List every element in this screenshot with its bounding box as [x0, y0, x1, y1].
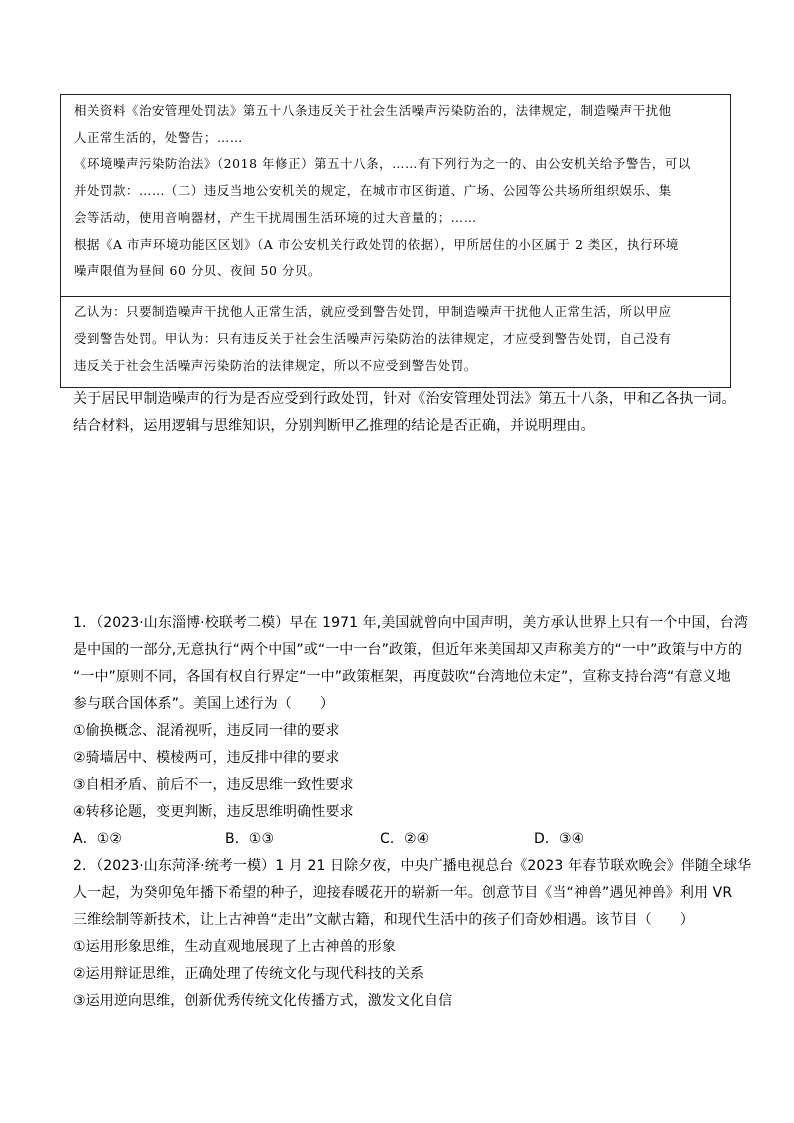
question-1-item: ①偷换概念、混淆视听，违反同一律的要求	[73, 723, 340, 739]
question-1-stem: 1．（2023·山东淄博·校联考二模）早在 1971 年,美国就曾向中国声明，美方承认世界上只有一个中国，台湾	[73, 615, 748, 631]
option-b[interactable]: B．①③	[225, 831, 275, 847]
question-1-stem: 参与联合国体系”。美国上述行为（ ）	[73, 696, 335, 712]
material-line: 根据《A 市声环境功能区区划》（A 市公安机关行政处罚的依据），甲所居住的小区属于 2 类区，执行环境	[74, 237, 679, 252]
box-divider	[61, 296, 730, 297]
material-line: 噪声限值为昼间 60 分贝、夜间 50 分贝。	[74, 263, 321, 278]
material-line: 《环境噪声污染防治法》（2018 年修正）第五十八条，……有下列行为之一的、由公安机关给予警告，可以	[74, 156, 691, 171]
material-line: 人正常生活的，处警告；……	[74, 130, 243, 145]
prompt-line: 结合材料，运用逻辑与思维知识，分别判断甲乙推理的结论是否正确，并说明理由。	[73, 418, 595, 434]
question-2-item: ①运用形象思维，生动直观地展现了上古神兽的形象	[73, 939, 396, 955]
question-2-item: ②运用辩证思维，正确处理了传统文化与现代科技的关系	[73, 966, 425, 982]
material-line: 会等活动，使用音响器材，产生干扰周围生活环境的过大音量的；……	[74, 210, 477, 225]
material-line: 乙认为：只要制造噪声干扰他人正常生活，就应受到警告处罚，甲制造噪声干扰他人正常生活，所以甲应	[74, 304, 672, 319]
material-line: 受到警告处罚。甲认为：只有违反关于社会生活噪声污染防治的法律规定，才应受到警告处罚，自己没有	[74, 331, 672, 346]
option-c[interactable]: C．②④	[380, 831, 430, 847]
question-1-item: ③自相矛盾、前后不一，违反思维一致性要求	[73, 777, 354, 793]
question-2-item: ③运用逆向思维，创新优秀传统文化传播方式，激发文化自信	[73, 993, 453, 1009]
option-d[interactable]: D．③④	[534, 831, 585, 847]
material-line: 违反关于社会生活噪声污染防治的法律规定，所以不应受到警告处罚。	[74, 358, 477, 373]
question-2-stem: 人一起，为癸卯兔年播下希望的种子，迎接春暖花开的崭新一年。创意节目《当“神兽”遇见神兽》利用 VR	[73, 885, 733, 901]
option-a[interactable]: A．①②	[73, 831, 123, 847]
material-box	[60, 94, 731, 388]
question-1-item: ④转移论题，变更判断，违反思维明确性要求	[73, 804, 354, 820]
question-1-item: ②骑墙居中、模棱两可，违反排中律的要求	[73, 750, 340, 766]
material-line: 并处罚款：……（二）违反当地公安机关的规定，在城市市区街道、广场、公园等公共场所组织娱乐、集	[74, 183, 672, 198]
material-line: 相关资料《治安管理处罚法》第五十八条违反关于社会生活噪声污染防治的，法律规定，制造噪声干扰他	[74, 103, 672, 118]
question-2-stem: 三维绘制等新技术，让上古神兽“走出”文献古籍，和现代生活中的孩子们奇妙相遇。该节目（ ）	[73, 912, 695, 928]
question-2-stem: 2．（2023·山东菏泽·统考一模）1 月 21 日除夕夜，中央广播电视总台《2023 年春节联欢晚会》伴随全球华	[73, 858, 752, 874]
question-1-stem: “一中”原则不同，各国有权自行界定“一中”政策框架，再度鼓吹“台湾地位未定”，宣称支持台湾“有意义地	[73, 669, 731, 685]
question-1-options	[73, 829, 633, 849]
prompt-line: 关于居民甲制造噪声的行为是否应受到行政处罚，针对《治安管理处罚法》第五十八条，甲和乙各执一词。	[73, 391, 736, 407]
question-1-stem: 是中国的一部分,无意执行“两个中国”或“一中一台”政策，但近年来美国却又声称美方的“一中”政策与中方的	[73, 642, 743, 658]
